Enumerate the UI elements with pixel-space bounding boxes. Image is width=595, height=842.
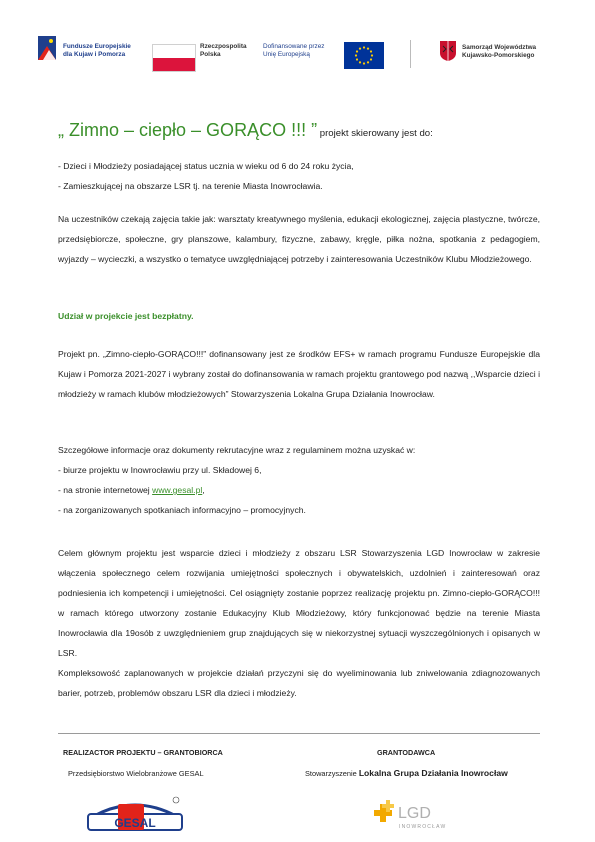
activities-text: Na uczestników czekają zajęcia takie jak: warsztaty kreatywnego myślenia, edukacji ekologicznej, zajęcia plastyczne, twórcze, przedsiębiorcze, społeczne, gry planszowe, kalambury, fizyczne, zabawy, kręgle, piłka nożna, spotkania z pedagogiem, wyjazdy – wycieczki, a wszystko o tematyce uwzględniającej potrzeby i zainteresowania Uczestników Klubu Młodzieżowego. xyxy=(58,214,540,264)
lgd-logo-sub: INOWROCŁAW xyxy=(399,824,447,830)
goal-paragraph xyxy=(58,543,540,703)
free-text: Udział w projekcie jest bezpłatny. xyxy=(58,311,194,321)
fe-line1: Fundusze Europejskie xyxy=(63,43,131,50)
info-intro: Szczegółowe informacje oraz dokumenty rekrutacyjne wraz z regulaminem można uzyskać w: xyxy=(58,445,416,455)
free-participation xyxy=(58,306,540,326)
footer-divider xyxy=(58,733,540,734)
info-item-1: - biurze projektu w Inowrocławiu przy ul. Składowej 6, xyxy=(58,465,262,475)
target-item-1: - Dzieci i Młodzieży posiadającej status ucznia w wieku od 6 do 24 roku życia, xyxy=(58,161,354,171)
gesal-logo-text: GESAL xyxy=(114,816,156,830)
info-list xyxy=(58,440,540,520)
rzeczpospolita-label xyxy=(200,43,247,59)
eu-cofinanced-label xyxy=(263,43,324,59)
funding-paragraph xyxy=(58,344,540,404)
fundusze-europejskie-label xyxy=(63,43,131,59)
footer-right-prefix: Stowarzyszenie xyxy=(305,769,359,778)
title-suffix: projekt skierowany jest do: xyxy=(317,128,433,139)
info-item-3: - na zorganizowanych spotkaniach informacyjno – promocyjnych. xyxy=(58,505,306,515)
samorzad-label xyxy=(462,44,536,60)
page-title xyxy=(58,120,558,141)
target-list xyxy=(58,156,540,196)
funding-text: Projekt pn. „Zimno-ciepło-GORĄCO!!!” dofinansowany jest ze środków EFS+ w ramach programu Fundusze Europejskie dla Kujaw i Pomorza 2021-2027 i wybrany został do dofinansowania w ramach projektu grantowego pod nazwą ,,Wsparcie dzieci i młodzieży w ramach klubów młodzieżowych” Stowarzyszenia Lokalna Grupa Działania Inowrocław. xyxy=(58,349,540,399)
header-divider xyxy=(410,40,411,68)
gesal-logo xyxy=(80,794,190,834)
activities-paragraph xyxy=(58,209,540,269)
kp-line2: Kujawsko-Pomorskiego xyxy=(462,52,535,59)
pl-line2: Polska xyxy=(200,51,221,58)
pl-line1: Rzeczpospolita xyxy=(200,43,247,50)
eu-line2: Unię Europejską xyxy=(263,51,310,58)
website-link[interactable]: www.gesal.pl xyxy=(152,485,203,495)
title-main: „ Zimno – ciepło – GORĄCO !!! ” xyxy=(58,120,318,140)
lgd-logo-text: LGD xyxy=(398,805,431,822)
fe-line2: dla Kujaw i Pomorza xyxy=(63,51,126,58)
fundusze-europejskie-logo xyxy=(38,36,56,60)
kujawsko-pomorskie-crest-icon xyxy=(440,41,456,61)
footer-right-value xyxy=(305,768,508,778)
eu-line1: Dofinansowane przez xyxy=(263,43,325,50)
complex-text: Kompleksowość zaplanowanych w projekcie działań przyczyni się do wyeliminowania lub zniwelowania zdiagnozowanych barier, potrzeb, problemów obszaru LSR dla dzieci i młodzieży. xyxy=(58,668,540,698)
lgd-logo xyxy=(368,796,458,836)
footer-right-name: Lokalna Grupa Działania Inowrocław xyxy=(358,768,508,778)
footer-right-label: GRANTODAWCA xyxy=(377,748,436,757)
footer-left-label: REALIZACTOR PROJEKTU – GRANTOBIORCA xyxy=(63,748,223,757)
info-item-2-suffix: , xyxy=(202,485,205,495)
polish-flag-icon xyxy=(152,44,196,72)
footer-left-value: Przedsiębiorstwo Wielobranżowe GESAL xyxy=(68,769,204,778)
info-item-2 xyxy=(58,480,540,500)
kp-line1: Samorząd Województwa xyxy=(462,44,537,51)
goal-text: Celem głównym projektu jest wsparcie dzieci i młodzieży z obszaru LSR Stowarzyszenia LGD Inowrocław w zakresie włączenia społecznego celem rozwijania umiejętności społecznych i obywatelskich, uzdolnień i zainteresowań oraz podniesienia ich kompetencji i umiejętności. Cel osiągnięty zostanie poprzez realizację projektu pn. Zimno-ciepło-GORĄCO!!! w ramach którego utworzony zostanie Edukacyjny Klub Młodzieżowy, który funkcjonować będzie na terenie Miasta Inowrocławia dla 19osób z uwzględnieniem grup znajdujących się w niekorzystnej sytuacji wyszczególnionych i opisanych w LSR. xyxy=(58,548,540,658)
target-item-2: - Zamieszkującej na obszarze LSR tj. na terenie Miasta Inowrocławia. xyxy=(58,181,323,191)
info-item-2-prefix: - na stronie internetowej xyxy=(58,485,153,495)
eu-flag-icon xyxy=(344,42,384,69)
